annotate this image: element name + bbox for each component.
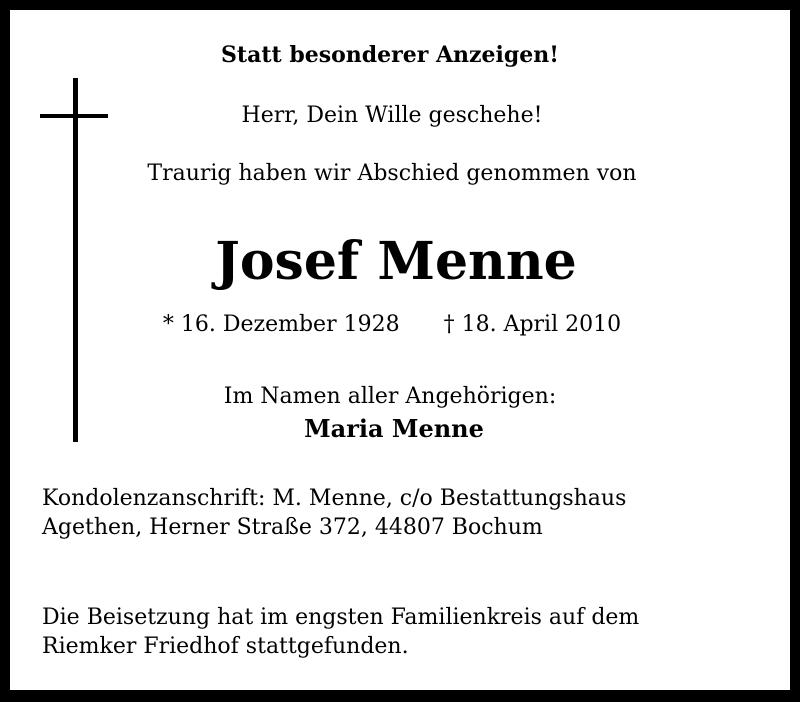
signatory-name: Maria Menne xyxy=(304,414,484,443)
notice-quote: Herr, Dein Wille geschehe! xyxy=(241,103,543,128)
deceased-name: Josef Menne xyxy=(215,231,577,292)
notice-heading: Statt besonderer Anzeigen! xyxy=(221,42,559,68)
on-behalf-line: Im Namen aller Angehörigen: xyxy=(223,384,557,409)
condolence-line: Agethen, Herner Straße 372, 44807 Bochum xyxy=(42,515,543,540)
condolence-address xyxy=(42,484,626,542)
burial-line: Riemker Friedhof stattgefunden. xyxy=(42,634,409,659)
birth-date: * 16. Dezember 1928 xyxy=(162,312,400,337)
life-dates xyxy=(0,312,792,337)
condolence-line: Kondolenzanschrift: M. Menne, c/o Bestattungshaus xyxy=(42,486,627,511)
notice-intro: Traurig haben wir Abschied genommen von xyxy=(147,161,637,186)
burial-line: Die Beisetzung hat im engsten Familienkreis auf dem xyxy=(42,605,640,630)
death-date: † 18. April 2010 xyxy=(443,312,622,337)
burial-note xyxy=(42,603,639,661)
